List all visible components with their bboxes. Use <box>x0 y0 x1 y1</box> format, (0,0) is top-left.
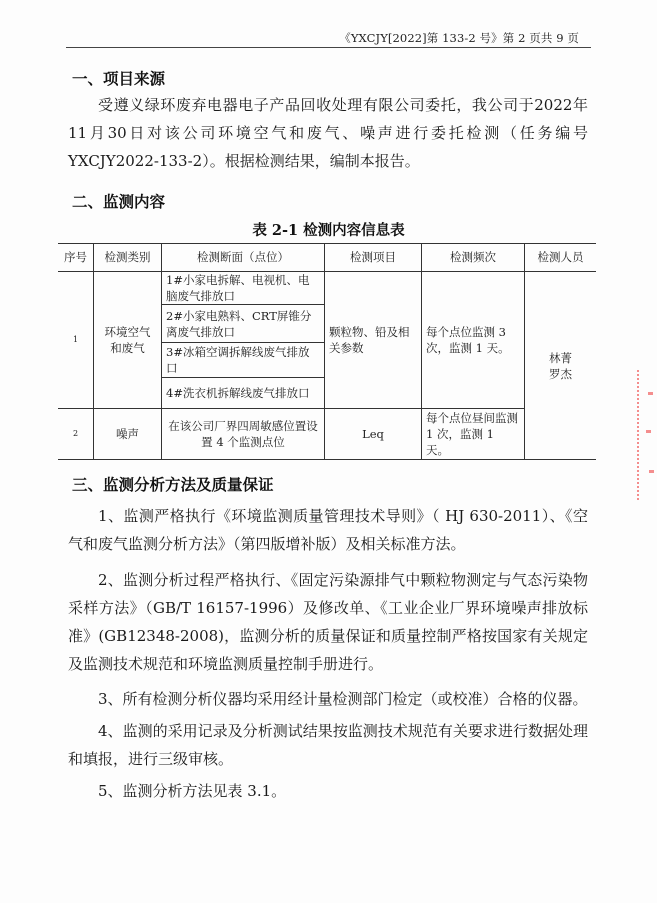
table-row2-items: Leq <box>362 427 384 441</box>
table-rule-bottom <box>58 459 596 460</box>
table-row1-point-2: 2#小家电熟料、CRT屏锥分离废气排放口 <box>166 308 312 339</box>
quality-item-2: 2、监测分析过程严格执行、《固定污染源排气中颗粒物测定与气态污染物采样方法》（GB/T 16157-1996）及修改单、《工业企业厂界环境噪声排放标准》(GB12348-2008)，监测分析的质量保证和质量控制严格按国家有关规定及监测技术规范和环境监测质量控制手册进行。 <box>68 571 588 673</box>
table-staff: 林菁罗杰 <box>549 350 572 381</box>
quality-item-4: 4、监测的采用记录及分析测试结果按监测技术规范有关要求进行数据处理和填报，进行三级审核。 <box>68 722 588 768</box>
table-header-items: 检测项目 <box>350 250 396 264</box>
table-header-points: 检测断面（点位） <box>197 250 289 264</box>
table-row1-items: 颗粒物、铅及相关参数 <box>329 325 410 355</box>
seal-fragment <box>648 392 653 395</box>
section-title-project-source: 一、项目来源 <box>72 69 166 88</box>
seal-fragment <box>649 470 654 473</box>
table-row1-point-3: 3#冰箱空调拆解线废气排放口 <box>166 345 310 375</box>
monitoring-content-table <box>58 243 596 459</box>
table-row1-category: 环境空气和废气 <box>104 325 151 355</box>
table-row2-category: 噪声 <box>116 427 139 441</box>
table-row1-frequency: 每个点位监测 3 次，监测 1 天。 <box>426 325 510 355</box>
section-title-monitoring-content: 二、监测内容 <box>72 192 166 211</box>
table-caption: 表 2-1 检测内容信息表 <box>252 222 405 239</box>
header-doc-ref: 《YXCJY[2022]第 133-2 号》第 2 页共 9 页 <box>339 31 579 45</box>
quality-item-1: 1、监测严格执行《环境监测质量管理技术导则》（ HJ 630-2011）、《空气和废气监测分析方法》（第四版增补版）及相关标准方法。 <box>68 507 588 553</box>
table-row2-frequency: 每个点位昼间监测 1 次，监测 1 天。 <box>426 411 518 457</box>
seal-edge-mark <box>637 370 657 500</box>
seal-fragment <box>646 430 651 433</box>
table-row1-point-4: 4#洗衣机拆解线废气排放口 <box>166 386 310 400</box>
quality-item-3: 3、所有检测分析仪器均采用经计量检测部门检定（或校准）合格的仪器。 <box>98 690 588 708</box>
header-rule <box>66 47 591 48</box>
table-row2-points: 在该公司厂界四周敏感位置设置 4 个监测点位 <box>168 419 318 449</box>
table-row1-no: 1 <box>72 335 79 344</box>
paragraph-project-source: 受遵义绿环废弃电器电子产品回收处理有限公司委托，我公司于2022年11月30日对该公司环境空气和废气、噪声进行委托检测（任务编号YXCJY2022-133-2）。根据检测结果，编制本报告。 <box>68 96 588 170</box>
table-header-no: 序号 <box>64 250 87 264</box>
table-header-category: 检测类别 <box>104 250 151 264</box>
table-header-frequency: 检测频次 <box>450 250 496 264</box>
section-title-methods-quality: 三、监测分析方法及质量保证 <box>72 475 274 494</box>
quality-item-5: 5、监测分析方法见表 3.1。 <box>98 782 287 800</box>
table-row1-point-1: 1#小家电拆解、电视机、电脑废气排放口 <box>166 273 310 303</box>
table-header-staff: 检测人员 <box>537 250 584 264</box>
table-row2-no: 2 <box>72 429 79 438</box>
